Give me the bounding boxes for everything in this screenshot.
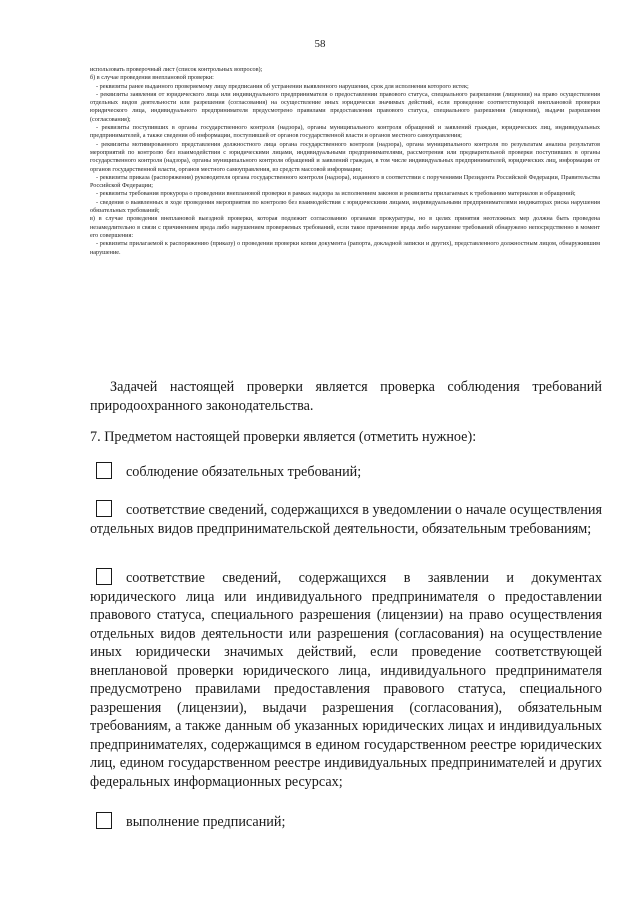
- subject-option-compliance: [90, 462, 602, 482]
- checkbox-notification[interactable]: [96, 500, 112, 517]
- small-print-line: - реквизиты заявления от юридического лица или индивидуального предпринимателя о предоставлении правового статуса, специального разрешения (лицензии) на право осуществления отдельных видов деятельности или разрешения (согласования) на осуществление иных юридически значимых действий, если проведение соответствующей внеплановой проверки юридического лица, индивидуального предпринимателя предусмотрено правилами предоставления правового статуса, специального разрешения (лицензии), выдачи разрешения (согласования);: [90, 90, 600, 123]
- subject-option-orders: [90, 812, 602, 832]
- checkbox-application[interactable]: [96, 568, 112, 585]
- checkbox-compliance[interactable]: [96, 462, 112, 479]
- option-label: соответствие сведений, содержащихся в уведомлении о начале осуществления отдельных видов предпринимательской деятельности, обязательным требованиям;: [90, 502, 602, 537]
- small-print-line: - реквизиты требования прокурора о проведении внеплановой проверки в рамках надзора за исполнением законов и реквизиты прилагаемых к требованию материалов и обращений;: [96, 190, 576, 198]
- checkbox-orders[interactable]: [96, 812, 112, 829]
- page-number: 58: [314, 38, 326, 50]
- inspection-task-paragraph: Задачей настоящей проверки является проверка соблюдения требований природоохранного законодательства.: [90, 379, 602, 414]
- small-print-line: б) в случае проведения внеплановой проверки:: [90, 74, 214, 82]
- small-print-line: в) в случае проведения внеплановой выездной проверки, которая подлежит согласованию органами прокуратуры, но в целях принятия неотложных мер должна быть проведена незамедлительно в связи с причинением вреда либо нарушением проверяемых требований, если такое причинение вреда либо нарушение требований обнаружено непосредственно в момент его совершения:: [90, 215, 600, 239]
- small-print-line: - реквизиты приказа (распоряжения) руководителя органа государственного контроля (надзора), изданного в соответствии с поручениями Президента Российской Федерации, Правительства Российской Федерации;: [90, 173, 600, 190]
- small-print-line: - реквизиты поступивших в органы государственного контроля (надзора), органы муниципального контроля обращений и заявлений граждан, юридических лиц, индивидуальных предпринимателей, а также сведения об информации, поступившей от органов государственной власти и органов местного самоуправления;: [90, 124, 600, 140]
- option-label: соблюдение обязательных требований;: [126, 464, 362, 480]
- inspection-subject-heading: 7. Предметом настоящей проверки является (отметить нужное):: [90, 429, 477, 445]
- small-print-line: - реквизиты мотивированного представления должностного лица органа государственного контроля (надзора), органа муниципального контроля по результатам анализа результатов мероприятий по контролю без взаимодействия с юридическими лицами, индивидуальными предпринимателями, рассмотрения или предварительной проверки поступивших в органы государственного контроля (надзора), органы муниципального контроля обращений и заявлений граждан, в том числе индивидуальных предпринимателей, юридических лиц, информации от органов государственной власти, органов местного самоуправления, из средств массовой информации;: [90, 140, 600, 173]
- small-print-line: - сведения о выявленных в ходе проведения мероприятия по контролю без взаимодействия с юридическими лицами, индивидуальными предпринимателями индикаторах риска нарушения обязательных требований;: [90, 198, 600, 215]
- option-label: соответствие сведений, содержащихся в заявлении и документах юридического лица или индивидуального предпринимателя о предоставлении правового статуса, специального разрешения (лицензии) на право осуществления отдельных видов деятельности или разрешения (согласования) на осуществление иных юридически значимых действий, если проведение соответствующей внеплановой проверки юридического лица, индивидуального предпринимателя предусмотрено правилами предоставления правового статуса, специального разрешения (лицензии), выдачи разрешения (согласования), обязательным требованиям, а также данным об указанных юридических лицах и индивидуальных предпринимателях, содержащимся в едином государственном реестре юридических лиц, едином государственном реестре индивидуальных предпринимателей и других федеральных информационных ресурсах;: [90, 570, 602, 790]
- small-print-line: - реквизиты прилагаемой к распоряжению (приказу) о проведении проверки копии документа (рапорта, докладной записки и других), представленного должностным лицом, обнаружившим нарушение.: [90, 240, 600, 256]
- subject-option-application: [90, 568, 602, 791]
- option-label: выполнение предписаний;: [126, 814, 286, 830]
- grounds-small-print: [90, 66, 600, 257]
- small-print-line: использовать проверочный лист (список контрольных вопросов);: [90, 66, 263, 73]
- small-print-line: - реквизиты ранее выданного проверяемому лицу предписания об устранении выявленного нарушения, срок для исполнения которого истек;: [96, 82, 469, 90]
- subject-option-notification: [90, 500, 602, 538]
